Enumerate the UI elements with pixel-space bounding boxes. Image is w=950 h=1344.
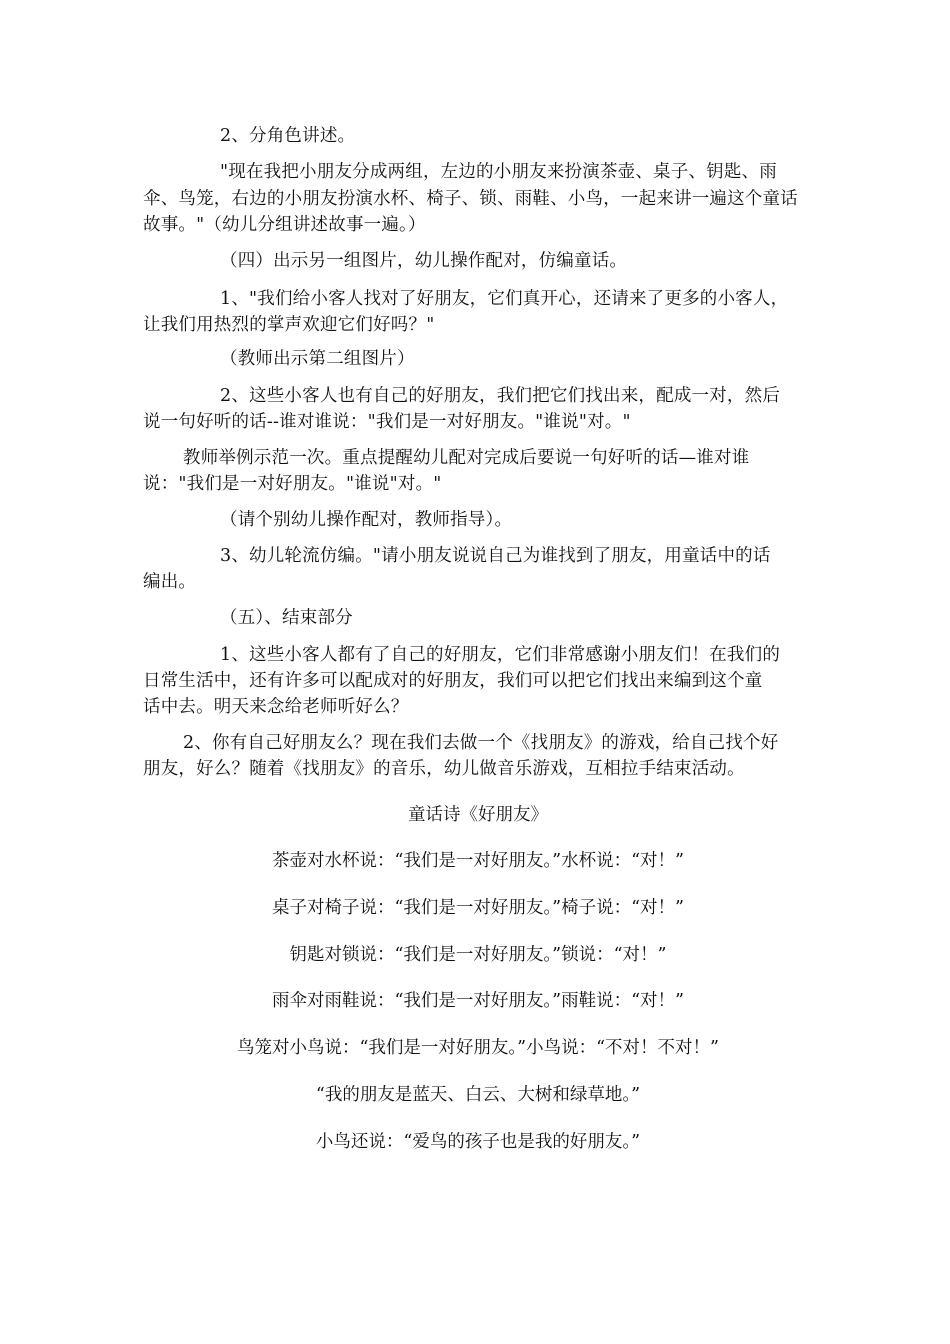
section-heading: （五）、结束部分 xyxy=(220,608,353,628)
paragraph-line: 2、你有自己好朋友么？现在我们去做一个《找朋友》的游戏，给自己找个好 xyxy=(183,733,779,753)
paragraph-line: 教师举例示范一次。重点提醒幼儿配对完成后要说一句好听的话—谁对谁 xyxy=(183,448,750,468)
poem-line: 钥匙对锁说：“我们是一对好朋友。”锁说：“对！” xyxy=(289,945,667,965)
poem-line: 鸟笼对小鸟说：“我们是一对好朋友。”小鸟说：“不对！不对！” xyxy=(236,1038,720,1058)
paragraph-line: 编出。 xyxy=(143,572,197,592)
paragraph-line: 2、分角色讲述。 xyxy=(220,126,356,146)
paragraph-line: 1、"我们给小客人找对了好朋友，它们真开心，还请来了更多的小客人， xyxy=(220,289,789,309)
paragraph-line: 伞、鸟笼，右边的小朋友扮演水杯、椅子、锁、雨鞋、小鸟，一起来讲一遍这个童话 xyxy=(143,189,798,209)
paragraph-line: 1、这些小客人都有了自己的好朋友，它们非常感谢小朋友们！在我们的 xyxy=(220,645,781,665)
poem-line: 桌子对椅子说：“我们是一对好朋友。”椅子说：“对！” xyxy=(271,898,685,918)
paragraph-line: （请个别幼儿操作配对，教师指导）。 xyxy=(220,510,513,530)
poem-line: 茶壶对水杯说：“我们是一对好朋友。”水杯说：“对！” xyxy=(271,851,685,871)
poem-line: 小鸟还说：“爱鸟的孩子也是我的好朋友。” xyxy=(315,1132,641,1152)
paragraph-line: （教师出示第二组图片） xyxy=(220,349,415,369)
paragraph-line: 故事。"（幼儿分组讲述故事一遍。） xyxy=(143,215,426,235)
section-heading: （四）出示另一组图片，幼儿操作配对，仿编童话。 xyxy=(220,251,628,271)
poem-title: 童话诗《好朋友》 xyxy=(408,805,548,825)
paragraph-line: 让我们用热烈的掌声欢迎它们好吗？" xyxy=(143,315,435,335)
paragraph-line: 说一句好听的话--谁对谁说："我们是一对好朋友。"谁说"对。" xyxy=(143,412,631,432)
poem-line: “我的朋友是蓝天、白云、大树和绿草地。” xyxy=(315,1085,641,1105)
paragraph-line: 3、幼儿轮流仿编。"请小朋友说说自己为谁找到了朋友，用童话中的话 xyxy=(220,546,771,566)
paragraph-line: 朋友，好么？随着《找朋友》的音乐，幼儿做音乐游戏，互相拉手结束活动。 xyxy=(143,759,745,779)
paragraph-line: "现在我把小朋友分成两组，左边的小朋友来扮演茶壶、桌子、钥匙、雨 xyxy=(220,162,777,182)
paragraph-line: 说："我们是一对好朋友。"谁说"对。" xyxy=(143,474,442,494)
paragraph-line: 2、这些小客人也有自己的好朋友，我们把它们找出来，配成一对，然后 xyxy=(220,386,781,406)
poem-line: 雨伞对雨鞋说：“我们是一对好朋友。”雨鞋说：“对！” xyxy=(271,991,685,1011)
paragraph-line: 话中去。明天来念给老师听好么？ xyxy=(143,697,409,717)
paragraph-line: 日常生活中，还有许多可以配成对的好朋友，我们可以把它们找出来编到这个童 xyxy=(143,671,763,691)
